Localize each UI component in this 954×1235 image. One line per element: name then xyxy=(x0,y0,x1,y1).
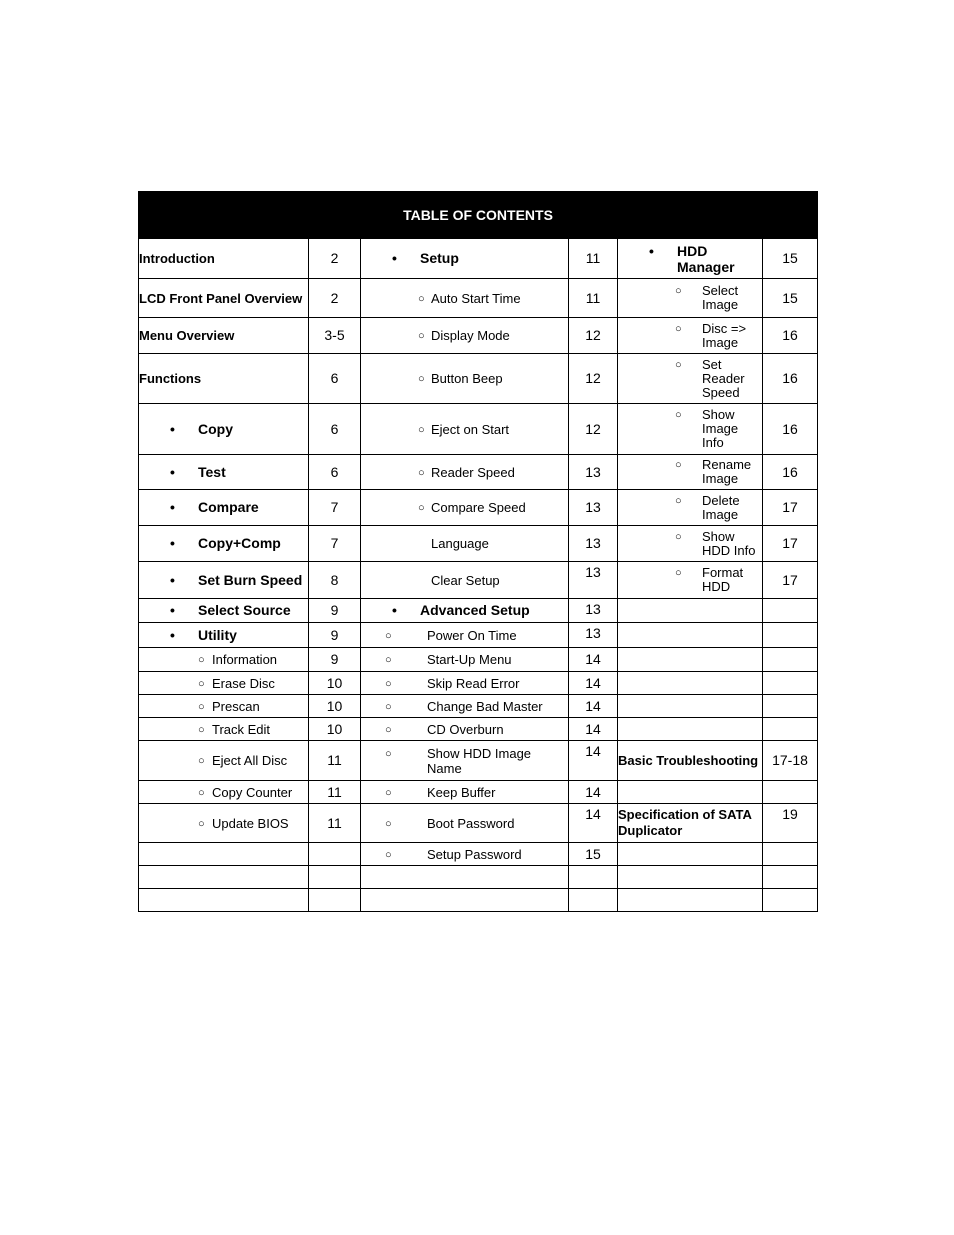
empty-cell xyxy=(763,599,818,623)
empty-cell xyxy=(763,695,818,718)
page-number: 14 xyxy=(569,741,618,781)
toc-entry-cell xyxy=(618,279,763,318)
empty-cell xyxy=(309,889,361,912)
bullet-icon: • xyxy=(649,242,654,259)
page-number: 6 xyxy=(309,404,361,455)
toc-entry-cell xyxy=(139,741,309,781)
toc-entry: Copy Counter xyxy=(212,784,293,800)
empty-cell xyxy=(618,599,763,623)
page-number: 13 xyxy=(569,490,618,526)
circle-bullet-icon: ○ xyxy=(675,567,682,579)
toc-entry: Reader Speed xyxy=(431,464,515,480)
circle-bullet-icon: ○ xyxy=(418,502,425,514)
page-number: 12 xyxy=(569,354,618,404)
circle-bullet-icon: ○ xyxy=(385,786,392,799)
circle-bullet-icon: ○ xyxy=(385,654,392,666)
circle-bullet-icon: ○ xyxy=(385,848,392,861)
table-row xyxy=(139,239,818,279)
bullet-icon: • xyxy=(170,571,175,588)
toc-entry-cell xyxy=(618,404,763,455)
toc-entry-cell xyxy=(361,562,569,599)
toc-entry-cell xyxy=(618,562,763,599)
toc-entry: Setup Password xyxy=(427,846,522,862)
circle-bullet-icon: ○ xyxy=(675,459,682,471)
table-row xyxy=(139,599,818,623)
empty-cell xyxy=(618,889,763,912)
circle-bullet-icon: ○ xyxy=(198,817,205,830)
circle-bullet-icon: ○ xyxy=(418,373,425,385)
toc-entry: Skip Read Error xyxy=(427,675,520,691)
page-number: 11 xyxy=(309,804,361,843)
circle-bullet-icon: ○ xyxy=(385,629,392,642)
toc-entry-cell xyxy=(139,623,309,648)
page-number: 13 xyxy=(569,455,618,490)
bullet-icon: • xyxy=(170,499,175,515)
table-row xyxy=(139,741,818,781)
toc-entry-cell xyxy=(139,490,309,526)
table-row xyxy=(139,866,818,889)
toc-entry: CD Overburn xyxy=(427,721,504,737)
toc-entry: Information xyxy=(212,652,278,667)
empty-cell xyxy=(618,695,763,718)
page-number: 13 xyxy=(569,599,618,623)
toc-entry-cell xyxy=(361,318,569,354)
table-row xyxy=(139,889,818,912)
page-number: 17-18 xyxy=(763,741,818,781)
circle-bullet-icon: ○ xyxy=(418,292,425,305)
table-row xyxy=(139,354,818,404)
page-number: 14 xyxy=(569,672,618,695)
page-number: 12 xyxy=(569,318,618,354)
toc-entry: Keep Buffer xyxy=(427,784,496,800)
circle-bullet-icon: ○ xyxy=(198,677,205,690)
table-row xyxy=(139,279,818,318)
toc-entry: Clear Setup xyxy=(431,572,500,588)
circle-bullet-icon: ○ xyxy=(385,700,392,713)
page-number: 12 xyxy=(569,404,618,455)
circle-bullet-icon: ○ xyxy=(675,494,682,507)
toc-entry-cell xyxy=(361,279,569,318)
toc-entry: Utility xyxy=(198,626,237,643)
toc-entry-cell xyxy=(139,695,309,718)
table-row xyxy=(139,490,818,526)
toc-entry: Boot Password xyxy=(427,815,515,831)
empty-cell xyxy=(569,889,618,912)
page-number: 17 xyxy=(763,526,818,562)
empty-cell xyxy=(361,889,569,912)
toc-entry: Set Reader Speed xyxy=(702,356,745,400)
circle-bullet-icon: ○ xyxy=(385,723,392,736)
page-number: 13 xyxy=(569,562,618,599)
bullet-icon: • xyxy=(170,535,175,551)
toc-entry: Auto Start Time xyxy=(431,290,521,306)
toc-entry-cell xyxy=(361,804,569,843)
table-row xyxy=(139,804,818,843)
toc-entry: Disc => Image xyxy=(702,320,747,350)
table-row xyxy=(139,623,818,648)
toc-entry-cell xyxy=(361,672,569,695)
empty-cell xyxy=(763,843,818,866)
circle-bullet-icon: ○ xyxy=(675,358,682,371)
circle-bullet-icon: ○ xyxy=(198,700,205,713)
page-number: 19 xyxy=(763,804,818,843)
page-number: 10 xyxy=(309,695,361,718)
toc-entry-cell xyxy=(139,404,309,455)
toc-entry-cell xyxy=(618,455,763,490)
empty-cell xyxy=(618,843,763,866)
toc-entry: Button Beep xyxy=(431,371,503,386)
toc-entry-cell xyxy=(361,718,569,741)
page-number: 14 xyxy=(569,718,618,741)
toc-entry: Copy+Comp xyxy=(198,535,281,551)
empty-cell xyxy=(361,866,569,889)
empty-cell xyxy=(763,866,818,889)
toc-entry-cell xyxy=(139,804,309,843)
empty-cell xyxy=(139,889,309,912)
toc-entry-cell xyxy=(361,781,569,804)
page-number: 3-5 xyxy=(309,318,361,354)
toc-entry-cell xyxy=(139,672,309,695)
empty-cell xyxy=(763,718,818,741)
toc-entry: Select Image xyxy=(702,283,739,312)
toc-entry: LCD Front Panel Overview xyxy=(139,279,309,318)
toc-entry-cell xyxy=(618,354,763,404)
toc-entry-cell xyxy=(139,718,309,741)
toc-entry-cell xyxy=(618,318,763,354)
toc-entry: Eject All Disc xyxy=(212,753,288,768)
toc-entry: Start-Up Menu xyxy=(427,652,512,667)
empty-cell xyxy=(569,866,618,889)
table-row xyxy=(139,781,818,804)
circle-bullet-icon: ○ xyxy=(675,409,682,421)
toc-entry: Change Bad Master xyxy=(427,698,543,714)
page-number: 14 xyxy=(569,781,618,804)
table-row xyxy=(139,695,818,718)
toc-entry: Language xyxy=(431,536,489,551)
page-number: 17 xyxy=(763,562,818,599)
empty-cell xyxy=(618,866,763,889)
circle-bullet-icon: ○ xyxy=(198,786,205,799)
toc-entry: Track Edit xyxy=(212,721,271,737)
toc-entry: Show HDD Info xyxy=(702,528,756,558)
page-number: 17 xyxy=(763,490,818,526)
page-number: 6 xyxy=(309,354,361,404)
toc-entry-cell xyxy=(361,404,569,455)
page-number: 9 xyxy=(309,648,361,672)
bullet-icon: • xyxy=(392,250,397,266)
toc-entry-cell xyxy=(139,599,309,623)
toc-entry: Eject on Start xyxy=(431,421,510,437)
toc-entry-cell xyxy=(361,354,569,404)
toc-entry: Introduction xyxy=(139,239,309,279)
empty-cell xyxy=(139,866,309,889)
table-of-contents xyxy=(138,191,818,912)
toc-entry: Setup xyxy=(420,250,459,266)
toc-entry-cell xyxy=(139,562,309,599)
page-number: 7 xyxy=(309,490,361,526)
bullet-icon: • xyxy=(170,602,175,618)
toc-entry-cell xyxy=(139,526,309,562)
empty-cell xyxy=(309,843,361,866)
empty-cell xyxy=(763,672,818,695)
toc-entry: Power On Time xyxy=(427,627,517,643)
table-row xyxy=(139,648,818,672)
empty-cell xyxy=(618,648,763,672)
toc-entry-cell xyxy=(361,239,569,279)
toc-entry-cell xyxy=(361,455,569,490)
table-row xyxy=(139,455,818,490)
circle-bullet-icon: ○ xyxy=(385,747,392,760)
toc-entry-cell xyxy=(139,781,309,804)
bullet-icon: • xyxy=(170,626,175,643)
toc-entry: Erase Disc xyxy=(212,675,275,691)
page-number: 14 xyxy=(569,695,618,718)
toc-entry: Set Burn Speed xyxy=(198,571,303,588)
bullet-icon: • xyxy=(170,420,175,437)
empty-cell xyxy=(618,718,763,741)
page-number: 11 xyxy=(569,279,618,318)
toc-entry-cell xyxy=(361,526,569,562)
empty-cell xyxy=(139,843,309,866)
page-number: 13 xyxy=(569,623,618,648)
toc-entry: Advanced Setup xyxy=(420,602,530,618)
circle-bullet-icon: ○ xyxy=(418,330,425,342)
circle-bullet-icon: ○ xyxy=(675,322,682,335)
toc-entry: Prescan xyxy=(212,698,260,714)
empty-cell xyxy=(763,648,818,672)
page-number: 8 xyxy=(309,562,361,599)
table-row xyxy=(139,562,818,599)
toc-entry-cell xyxy=(618,526,763,562)
toc-entry-cell xyxy=(618,490,763,526)
page-number: 7 xyxy=(309,526,361,562)
toc-entry: Menu Overview xyxy=(139,318,309,354)
circle-bullet-icon: ○ xyxy=(198,755,205,767)
circle-bullet-icon: ○ xyxy=(198,654,205,666)
page-number: 15 xyxy=(763,279,818,318)
page-number: 13 xyxy=(569,526,618,562)
empty-cell xyxy=(763,781,818,804)
table-row xyxy=(139,318,818,354)
page-number: 16 xyxy=(763,455,818,490)
bullet-icon: • xyxy=(170,463,175,480)
page-number: 2 xyxy=(309,279,361,318)
page-number: 9 xyxy=(309,623,361,648)
page-number: 6 xyxy=(309,455,361,490)
page-number: 14 xyxy=(569,648,618,672)
page-number: 11 xyxy=(569,239,618,279)
table-row xyxy=(139,526,818,562)
toc-entry: Functions xyxy=(139,354,309,404)
table-row xyxy=(139,843,818,866)
toc-title: TABLE OF CONTENTS xyxy=(139,192,818,239)
toc-entry-cell xyxy=(361,741,569,781)
page-number: 15 xyxy=(763,239,818,279)
toc-entry-cell xyxy=(361,623,569,648)
toc-entry: Compare Speed xyxy=(431,500,526,515)
toc-entry-cell xyxy=(361,695,569,718)
page-number: 9 xyxy=(309,599,361,623)
toc-entry-cell xyxy=(361,599,569,623)
circle-bullet-icon: ○ xyxy=(385,817,392,830)
empty-cell xyxy=(763,889,818,912)
empty-cell xyxy=(309,866,361,889)
toc-header-row xyxy=(139,192,818,239)
page-number: 11 xyxy=(309,781,361,804)
circle-bullet-icon: ○ xyxy=(675,285,682,297)
toc-entry: Show Image Info xyxy=(702,407,739,450)
circle-bullet-icon: ○ xyxy=(418,423,425,436)
circle-bullet-icon: ○ xyxy=(198,723,205,736)
page-number: 16 xyxy=(763,354,818,404)
bullet-icon: • xyxy=(392,602,397,618)
page-number: 15 xyxy=(569,843,618,866)
toc-entry: HDD Manager xyxy=(677,242,735,275)
toc-entry-cell xyxy=(361,490,569,526)
toc-entry: Display Mode xyxy=(431,328,510,343)
circle-bullet-icon: ○ xyxy=(675,530,682,543)
page-number: 11 xyxy=(309,741,361,781)
toc-entry: Format HDD xyxy=(702,565,744,594)
page-number: 10 xyxy=(309,718,361,741)
toc-entry: Select Source xyxy=(198,602,291,618)
toc-entry-cell xyxy=(139,648,309,672)
empty-cell xyxy=(763,623,818,648)
page-number: 14 xyxy=(569,804,618,843)
toc-entry: Basic Troubleshooting xyxy=(618,741,763,781)
toc-entry: Specification of SATA Duplicator xyxy=(618,804,763,843)
toc-entry: Rename Image xyxy=(702,457,752,486)
toc-entry-cell xyxy=(139,455,309,490)
toc-entry: Delete Image xyxy=(702,492,740,522)
toc-entry-cell xyxy=(361,843,569,866)
toc-entry: Test xyxy=(198,463,226,480)
page-number: 10 xyxy=(309,672,361,695)
circle-bullet-icon: ○ xyxy=(418,466,425,479)
circle-bullet-icon: ○ xyxy=(385,677,392,690)
toc-entry-cell xyxy=(361,648,569,672)
page-number: 16 xyxy=(763,404,818,455)
toc-entry: Compare xyxy=(198,499,259,515)
table-row xyxy=(139,718,818,741)
toc-entry: Update BIOS xyxy=(212,815,289,831)
toc-entry: Copy xyxy=(198,420,233,437)
empty-cell xyxy=(618,623,763,648)
empty-cell xyxy=(618,672,763,695)
empty-cell xyxy=(618,781,763,804)
page-number: 2 xyxy=(309,239,361,279)
toc-entry-cell xyxy=(618,239,763,279)
table-row xyxy=(139,672,818,695)
table-row xyxy=(139,404,818,455)
toc-entry: Show HDD Image Name xyxy=(427,745,532,776)
page-number: 16 xyxy=(763,318,818,354)
